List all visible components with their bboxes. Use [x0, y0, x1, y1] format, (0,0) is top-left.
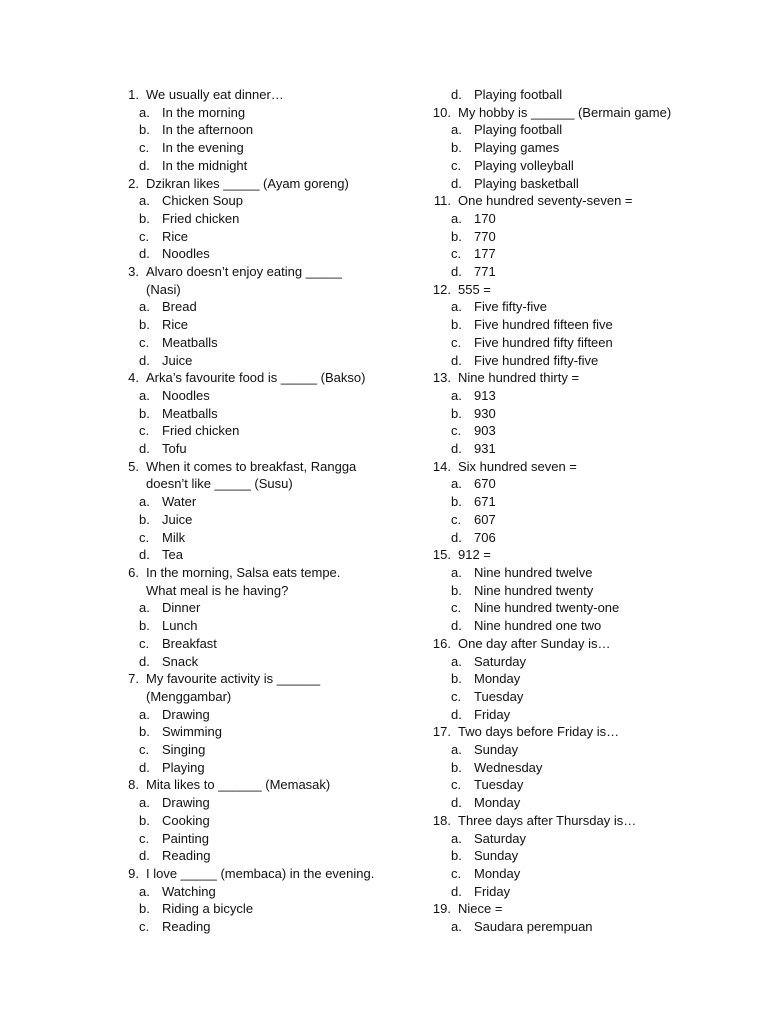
answer-option	[112, 334, 442, 352]
answer-option	[424, 741, 754, 759]
option-letter: b.	[139, 812, 150, 828]
question-text: Three days after Thursday is…	[458, 812, 637, 828]
option-text: 930	[474, 405, 496, 421]
question-item	[112, 776, 442, 794]
right-column	[424, 86, 754, 936]
option-text: Nine hundred twenty-one	[474, 600, 620, 616]
answer-option	[112, 298, 442, 316]
question-number: 19.	[432, 901, 451, 917]
answer-option	[112, 883, 442, 901]
answer-option	[112, 830, 442, 848]
option-text: In the afternoon	[162, 122, 254, 138]
option-text: Snack	[162, 653, 199, 669]
answer-option	[112, 918, 442, 936]
question-text: Niece =	[458, 901, 503, 917]
option-letter: d.	[451, 87, 462, 102]
option-letter: c.	[139, 919, 150, 935]
option-letter: b.	[139, 122, 150, 138]
option-letter: b.	[451, 228, 462, 244]
answer-option	[424, 210, 754, 228]
option-letter: b.	[139, 405, 150, 421]
question-number: 1.	[128, 87, 139, 102]
question-number: 4.	[128, 370, 139, 386]
option-letter: b.	[451, 405, 462, 421]
question-item	[424, 281, 754, 299]
option-text: 913	[474, 387, 496, 403]
option-text: Playing games	[474, 140, 560, 156]
answer-option	[424, 564, 754, 582]
option-text: Fried chicken	[162, 210, 240, 226]
question-item	[112, 263, 442, 281]
question-number: 8.	[128, 777, 139, 793]
option-text: Bread	[162, 299, 197, 315]
option-letter: a.	[139, 193, 150, 209]
answer-option	[424, 599, 754, 617]
option-text: Five fifty-five	[474, 299, 547, 315]
option-text: Friday	[474, 883, 511, 899]
option-text: 670	[474, 476, 496, 492]
option-letter: b.	[451, 671, 462, 687]
question-text: (Menggambar)	[146, 688, 232, 704]
answer-option	[112, 405, 442, 423]
number-spacer	[112, 688, 139, 706]
answer-option	[112, 812, 442, 830]
option-letter: a.	[451, 387, 462, 403]
question-item	[424, 369, 754, 387]
option-letter: c.	[139, 635, 150, 651]
answer-option	[424, 405, 754, 423]
question-item	[112, 564, 442, 582]
answer-option	[424, 228, 754, 246]
question-text-continuation	[112, 281, 442, 299]
answer-option	[424, 653, 754, 671]
left-column	[112, 86, 442, 936]
answer-option	[112, 847, 442, 865]
question-number: 13.	[432, 370, 451, 386]
answer-option	[424, 511, 754, 529]
question-item	[424, 104, 754, 122]
answer-option	[112, 741, 442, 759]
answer-option	[112, 387, 442, 405]
option-letter: a.	[139, 494, 150, 510]
option-letter: a.	[451, 742, 462, 758]
answer-option	[424, 263, 754, 281]
question-number: 6.	[128, 564, 139, 580]
option-letter: a.	[139, 706, 150, 722]
option-text: Five hundred fifteen five	[474, 317, 613, 333]
option-text: Noodles	[162, 387, 210, 403]
question-number: 3.	[128, 264, 139, 280]
option-text: Wednesday	[474, 759, 543, 775]
option-letter: c.	[451, 777, 462, 793]
option-text: 607	[474, 511, 496, 527]
question-text: When it comes to breakfast, Rangga	[146, 458, 357, 474]
answer-option	[424, 759, 754, 777]
option-letter: b.	[451, 848, 462, 864]
question-text: I love _____ (membaca) in the evening.	[146, 865, 375, 881]
option-text: 177	[474, 246, 496, 262]
option-letter: b.	[451, 317, 462, 333]
answer-option	[424, 121, 754, 139]
option-letter: b.	[451, 582, 462, 598]
answer-option	[424, 352, 754, 370]
option-letter: a.	[451, 299, 462, 315]
option-letter: a.	[451, 653, 462, 669]
answer-option	[424, 139, 754, 157]
answer-option	[112, 546, 442, 564]
question-number: 10.	[432, 104, 451, 120]
option-letter: d.	[139, 441, 150, 457]
option-text: Chicken Soup	[162, 193, 243, 209]
question-item	[424, 192, 754, 210]
option-letter: c.	[139, 334, 150, 350]
option-text: Nine hundred twelve	[474, 564, 593, 580]
answer-option	[112, 245, 442, 263]
question-item	[424, 723, 754, 741]
option-text: Drawing	[162, 706, 210, 722]
answer-option	[112, 104, 442, 122]
answer-option	[112, 316, 442, 334]
option-letter: b.	[139, 317, 150, 333]
question-text-continuation	[112, 475, 442, 493]
option-text: Playing football	[474, 122, 563, 138]
option-letter: d.	[139, 848, 150, 864]
answer-option	[112, 121, 442, 139]
question-text: Arka’s favourite food is _____ (Bakso)	[146, 370, 366, 386]
answer-option	[112, 493, 442, 511]
question-number: 2.	[128, 175, 139, 191]
answer-option	[424, 475, 754, 493]
question-text-continuation	[112, 688, 442, 706]
answer-option	[424, 830, 754, 848]
option-text: Friday	[474, 706, 511, 722]
question-text: 555 =	[458, 281, 491, 297]
answer-option	[424, 529, 754, 547]
option-text: Sunday	[474, 742, 519, 758]
option-text: Lunch	[162, 618, 198, 634]
option-letter: c.	[139, 228, 150, 244]
answer-option	[424, 670, 754, 688]
option-text: Watching	[162, 883, 216, 899]
answer-option	[424, 617, 754, 635]
option-text: Nine hundred one two	[474, 618, 602, 634]
option-letter: c.	[451, 246, 462, 262]
answer-option	[424, 86, 754, 104]
answer-option	[424, 688, 754, 706]
option-text: Drawing	[162, 795, 210, 811]
answer-option	[112, 617, 442, 635]
option-text: Tuesday	[474, 777, 524, 793]
question-item	[424, 546, 754, 564]
question-item	[112, 458, 442, 476]
option-text: Playing football	[474, 87, 563, 102]
answer-option	[424, 298, 754, 316]
question-item	[424, 900, 754, 918]
answer-option	[424, 582, 754, 600]
question-text: My hobby is ______ (Bermain game)	[458, 104, 672, 120]
answer-option	[112, 228, 442, 246]
option-letter: a.	[451, 122, 462, 138]
option-text: In the midnight	[162, 157, 248, 173]
answer-option	[112, 794, 442, 812]
option-letter: b.	[139, 511, 150, 527]
question-number: 15.	[432, 547, 451, 563]
option-text: Sunday	[474, 848, 519, 864]
option-letter: c.	[451, 688, 462, 704]
option-text: Water	[162, 494, 197, 510]
option-text: Saturday	[474, 653, 527, 669]
option-text: Juice	[162, 511, 193, 527]
option-text: Tea	[162, 547, 183, 563]
question-text: Two days before Friday is…	[458, 724, 620, 740]
question-text: Six hundred seven =	[458, 458, 577, 474]
answer-option	[112, 511, 442, 529]
option-letter: c.	[139, 423, 150, 439]
option-text: Singing	[162, 742, 206, 758]
answer-option	[112, 635, 442, 653]
option-letter: b.	[139, 901, 150, 917]
option-text: Monday	[474, 671, 521, 687]
option-text: Tofu	[162, 441, 187, 457]
answer-option	[424, 883, 754, 901]
option-letter: d.	[451, 175, 462, 191]
option-letter: d.	[139, 352, 150, 368]
option-letter: a.	[139, 795, 150, 811]
option-text: Nine hundred twenty	[474, 582, 594, 598]
option-letter: c.	[451, 865, 462, 881]
answer-option	[112, 529, 442, 547]
answer-option	[112, 139, 442, 157]
question-number: 16.	[432, 635, 451, 651]
option-text: Rice	[162, 317, 189, 333]
option-letter: c.	[139, 529, 150, 545]
option-text: 770	[474, 228, 496, 244]
option-text: Breakfast	[162, 635, 217, 651]
answer-option	[112, 157, 442, 175]
question-text: We usually eat dinner…	[146, 87, 284, 102]
option-text: Dinner	[162, 600, 201, 616]
question-item	[112, 86, 442, 104]
option-text: 931	[474, 441, 496, 457]
option-letter: c.	[139, 140, 150, 156]
answer-option	[424, 175, 754, 193]
option-text: Riding a bicycle	[162, 901, 254, 917]
option-text: 771	[474, 264, 496, 280]
option-text: In the morning	[162, 104, 246, 120]
option-letter: a.	[451, 564, 462, 580]
option-text: Monday	[474, 865, 521, 881]
option-letter: d.	[139, 653, 150, 669]
option-text: Cooking	[162, 812, 210, 828]
option-text: Playing	[162, 759, 205, 775]
question-text: (Nasi)	[146, 281, 181, 297]
option-letter: a.	[139, 387, 150, 403]
option-text: In the evening	[162, 140, 244, 156]
option-letter: d.	[451, 264, 462, 280]
question-item	[112, 369, 442, 387]
option-text: Milk	[162, 529, 186, 545]
question-number: 18.	[432, 812, 451, 828]
option-letter: d.	[451, 352, 462, 368]
option-letter: a.	[451, 210, 462, 226]
option-letter: d.	[451, 883, 462, 899]
option-letter: d.	[451, 441, 462, 457]
answer-option	[424, 440, 754, 458]
option-text: Painting	[162, 830, 209, 846]
option-text: Noodles	[162, 246, 210, 262]
question-number: 14.	[432, 458, 451, 474]
question-item	[424, 458, 754, 476]
question-text: One day after Sunday is…	[458, 635, 611, 651]
option-text: Rice	[162, 228, 189, 244]
answer-option	[424, 316, 754, 334]
option-text: Swimming	[162, 724, 222, 740]
answer-option	[112, 759, 442, 777]
answer-option	[424, 776, 754, 794]
answer-option	[424, 918, 754, 936]
option-letter: b.	[451, 494, 462, 510]
option-letter: d.	[451, 529, 462, 545]
question-text: One hundred seventy-seven =	[458, 193, 633, 209]
option-letter: a.	[451, 830, 462, 846]
question-text: Nine hundred thirty =	[458, 370, 580, 386]
question-text: Mita likes to ______ (Memasak)	[146, 777, 331, 793]
answer-option	[112, 352, 442, 370]
question-text: 912 =	[458, 547, 491, 563]
option-letter: d.	[139, 547, 150, 563]
answer-option	[112, 599, 442, 617]
question-item	[112, 670, 442, 688]
question-number: 5.	[128, 458, 139, 474]
option-letter: d.	[139, 157, 150, 173]
question-item	[424, 812, 754, 830]
option-text: Meatballs	[162, 334, 218, 350]
option-text: Playing volleyball	[474, 157, 574, 173]
option-text: Monday	[474, 795, 521, 811]
answer-option	[424, 794, 754, 812]
answer-option	[112, 210, 442, 228]
option-letter: a.	[139, 104, 150, 120]
option-letter: c.	[139, 830, 150, 846]
option-text: 170	[474, 210, 496, 226]
option-letter: c.	[451, 334, 462, 350]
answer-option	[112, 723, 442, 741]
option-text: Saudara perempuan	[474, 919, 593, 935]
option-text: Five hundred fifty-five	[474, 352, 599, 368]
question-text-continuation	[112, 582, 442, 600]
number-spacer	[112, 281, 139, 299]
option-text: Tuesday	[474, 688, 524, 704]
option-letter: b.	[451, 140, 462, 156]
question-item	[112, 865, 442, 883]
option-letter: c.	[451, 423, 462, 439]
option-letter: b.	[139, 210, 150, 226]
answer-option	[424, 422, 754, 440]
question-text: In the morning, Salsa eats tempe.	[146, 564, 341, 580]
option-text: Meatballs	[162, 405, 218, 421]
answer-option	[112, 422, 442, 440]
question-number: 9.	[128, 865, 139, 881]
question-item	[112, 175, 442, 193]
question-item	[424, 635, 754, 653]
answer-option	[112, 706, 442, 724]
answer-option	[112, 440, 442, 458]
option-text: Fried chicken	[162, 423, 240, 439]
option-text: 671	[474, 494, 496, 510]
option-letter: a.	[451, 476, 462, 492]
answer-option	[424, 245, 754, 263]
answer-option	[424, 387, 754, 405]
answer-option	[424, 493, 754, 511]
answer-option	[112, 900, 442, 918]
option-letter: c.	[451, 600, 462, 616]
number-spacer	[112, 582, 139, 600]
option-letter: a.	[139, 299, 150, 315]
option-letter: c.	[451, 511, 462, 527]
option-text: 903	[474, 423, 496, 439]
option-text: Reading	[162, 919, 211, 935]
option-text: Reading	[162, 848, 211, 864]
option-letter: a.	[139, 600, 150, 616]
question-text: Alvaro doesn’t enjoy eating _____	[146, 264, 342, 280]
option-letter: b.	[139, 618, 150, 634]
option-letter: d.	[139, 246, 150, 262]
option-text: Juice	[162, 352, 193, 368]
option-text: Playing basketball	[474, 175, 579, 191]
option-text: 706	[474, 529, 496, 545]
option-letter: c.	[139, 742, 150, 758]
option-text: Saturday	[474, 830, 527, 846]
option-text: Five hundred fifty fifteen	[474, 334, 613, 350]
option-letter: d.	[451, 795, 462, 811]
question-number: 7.	[128, 671, 139, 687]
answer-option	[112, 192, 442, 210]
question-text: doesn’t like _____ (Susu)	[146, 476, 293, 492]
answer-option	[424, 865, 754, 883]
answer-option	[424, 157, 754, 175]
option-letter: a.	[139, 883, 150, 899]
option-letter: a.	[451, 919, 462, 935]
answer-option	[424, 334, 754, 352]
question-number: 17.	[432, 724, 451, 740]
question-number: 12.	[432, 281, 451, 297]
question-text: My favourite activity is ______	[146, 671, 321, 687]
option-letter: d.	[139, 759, 150, 775]
option-letter: c.	[451, 157, 462, 173]
option-letter: b.	[139, 724, 150, 740]
answer-option	[424, 706, 754, 724]
number-spacer	[112, 475, 139, 493]
option-letter: d.	[451, 618, 462, 634]
answer-option	[112, 653, 442, 671]
question-number: 11.	[433, 193, 451, 209]
question-text: Dzikran likes _____ (Ayam goreng)	[146, 175, 349, 191]
question-text: What meal is he having?	[146, 582, 289, 598]
option-letter: d.	[451, 706, 462, 722]
option-letter: b.	[451, 759, 462, 775]
answer-option	[424, 847, 754, 865]
